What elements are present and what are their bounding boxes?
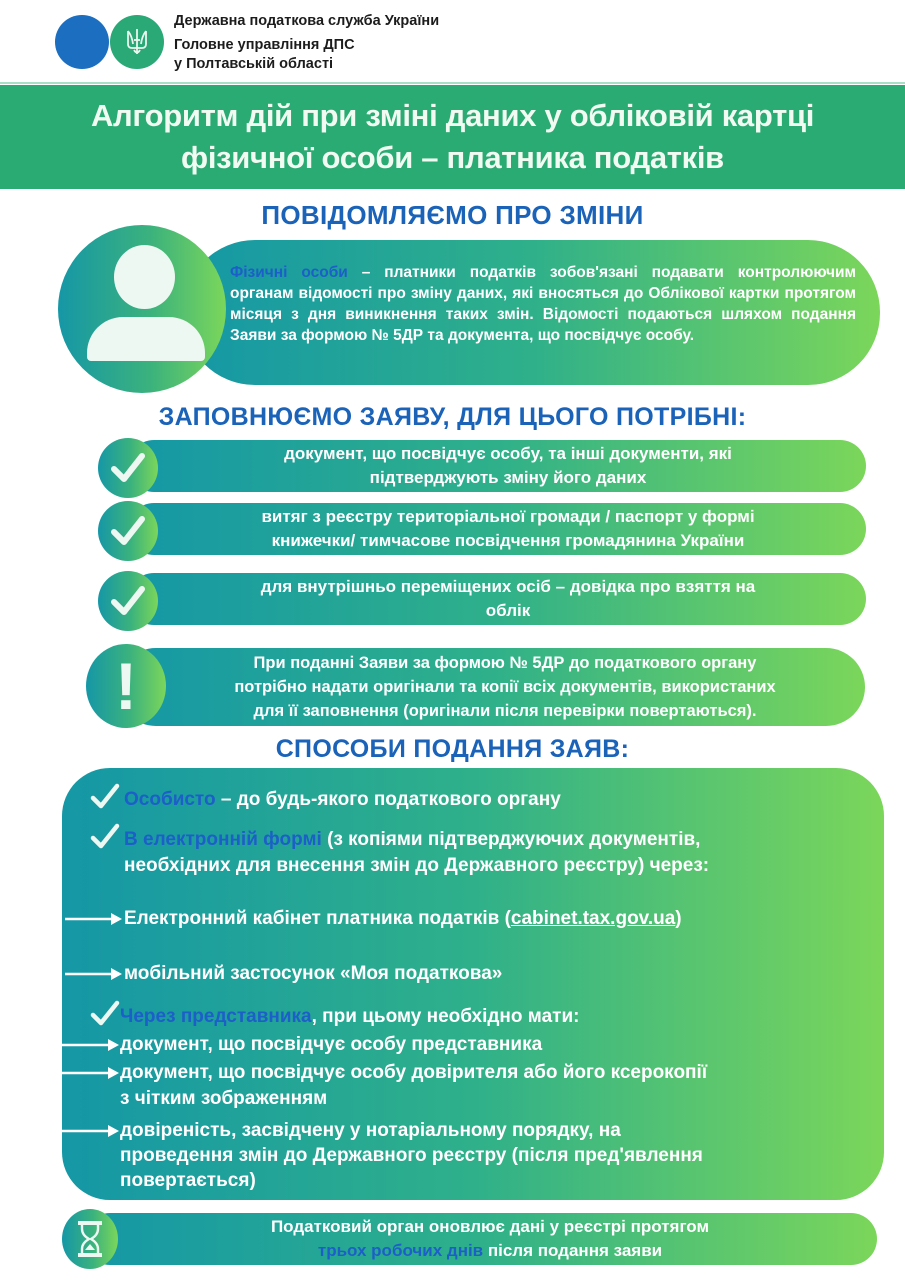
user-icon-head xyxy=(114,245,175,309)
arrow-right-icon xyxy=(65,967,123,981)
organization-name xyxy=(174,12,439,74)
option-mobile-app: мобільний застосунок «Моя податкова» xyxy=(124,963,503,984)
org-line-1: Державна податкова служба України xyxy=(174,13,440,29)
requirement-text: документ, що посвідчує особу, та інші документи, які підтверджують зміну його даних xyxy=(284,444,732,487)
processing-time-text: Податковий орган оновлює дані у реєстрі протягом трьох робочих днів після подання заяви xyxy=(270,1217,710,1260)
checkmark-icon xyxy=(90,783,120,811)
requirement-item xyxy=(98,440,866,492)
requirement-text: витяг з реєстру територіальної громади / паспорт у формі книжечки/ тимчасове посвідчення громадянина України xyxy=(261,507,755,550)
rep-doc-3-cont: проведення змін до Державного реєстру (після пред'явлення xyxy=(120,1145,703,1166)
arrow-right-icon xyxy=(62,1038,120,1052)
heading-notify: ПОВІДОМЛЯЄМО ПРО ЗМІНИ xyxy=(261,200,644,230)
hourglass-icon xyxy=(62,1209,118,1269)
header-divider xyxy=(0,82,905,84)
checkmark-icon xyxy=(98,438,158,498)
requirement-text: для внутрішньо переміщених осіб – довідка про взяття на облік xyxy=(260,577,756,620)
org-line-3: у Полтавській області xyxy=(174,56,334,72)
page-header xyxy=(0,0,905,84)
trident-icon xyxy=(110,15,164,69)
user-icon-body xyxy=(87,317,205,361)
checkmark-icon xyxy=(98,501,158,561)
method-electronic-cont: необхідних для внесення змін до Державного реєстру) через: xyxy=(124,855,710,876)
method-electronic: В електронній формі (з копіями підтверджуючих документів, xyxy=(124,829,701,850)
heading-requirements: ЗАПОВНЮЄМО ЗАЯВУ, ДЛЯ ЦЬОГО ПОТРІБНІ: xyxy=(158,403,747,431)
warning-text: При поданні Заяви за формою № 5ДР до податкового органу потрібно надати оригінали та копії всіх документів, використаних для її заповнення (оригінали після перевірки повертаються). xyxy=(234,654,776,720)
heading-methods: СПОСОБИ ПОДАННЯ ЗАЯВ: xyxy=(275,735,630,763)
option-cabinet: Електронний кабінет платника податків (cabinet.tax.gov.ua) xyxy=(124,908,682,929)
arrow-right-icon xyxy=(65,912,123,926)
rep-doc-1: документ, що посвідчує особу представника xyxy=(120,1034,543,1055)
requirement-item xyxy=(98,573,866,625)
checkmark-icon xyxy=(90,1000,120,1028)
arrow-right-icon xyxy=(62,1124,120,1138)
method-representative: Через представника, при цьому необхідно мати: xyxy=(120,1006,580,1027)
rep-doc-2: документ, що посвідчує особу довірителя або його ксерокопії xyxy=(120,1062,708,1083)
notify-highlight: Фізичні особи xyxy=(230,264,348,281)
exclamation-icon: ! xyxy=(86,644,166,728)
arrow-right-icon xyxy=(62,1066,120,1080)
checkmark-icon xyxy=(90,823,120,851)
rep-doc-3: довіреність, засвідчену у нотаріальному порядку, на xyxy=(120,1120,621,1141)
user-icon xyxy=(58,225,226,393)
requirement-item xyxy=(98,503,866,555)
rep-doc-3-cont2: повертається) xyxy=(120,1170,256,1191)
checkmark-icon xyxy=(98,571,158,631)
page-title-line-2: фізичної особи – платника податків xyxy=(181,140,724,175)
org-line-2: Головне управління ДПС xyxy=(174,37,355,53)
method-personal: Особисто – до будь-якого податкового органу xyxy=(124,789,561,810)
title-banner xyxy=(0,85,905,189)
notify-info-text xyxy=(230,262,856,346)
rep-doc-2-cont: з чітким зображенням xyxy=(120,1088,328,1109)
cabinet-link[interactable]: cabinet.tax.gov.ua xyxy=(510,908,676,929)
notify-body: – платники податків зобов'язані подавати контролюючим органам відомості про зміну даних, які вносяться до Облікової картки протягом місяця з дня виникнення таких змін. Відомості подаються шляхом подання Заяви за формою № 5ДР та документа, що посвідчує особу. xyxy=(230,264,856,344)
page-title-line-1: Алгоритм дій при зміні даних у обліковій картці xyxy=(90,98,815,133)
blue-circle-icon xyxy=(55,15,109,69)
